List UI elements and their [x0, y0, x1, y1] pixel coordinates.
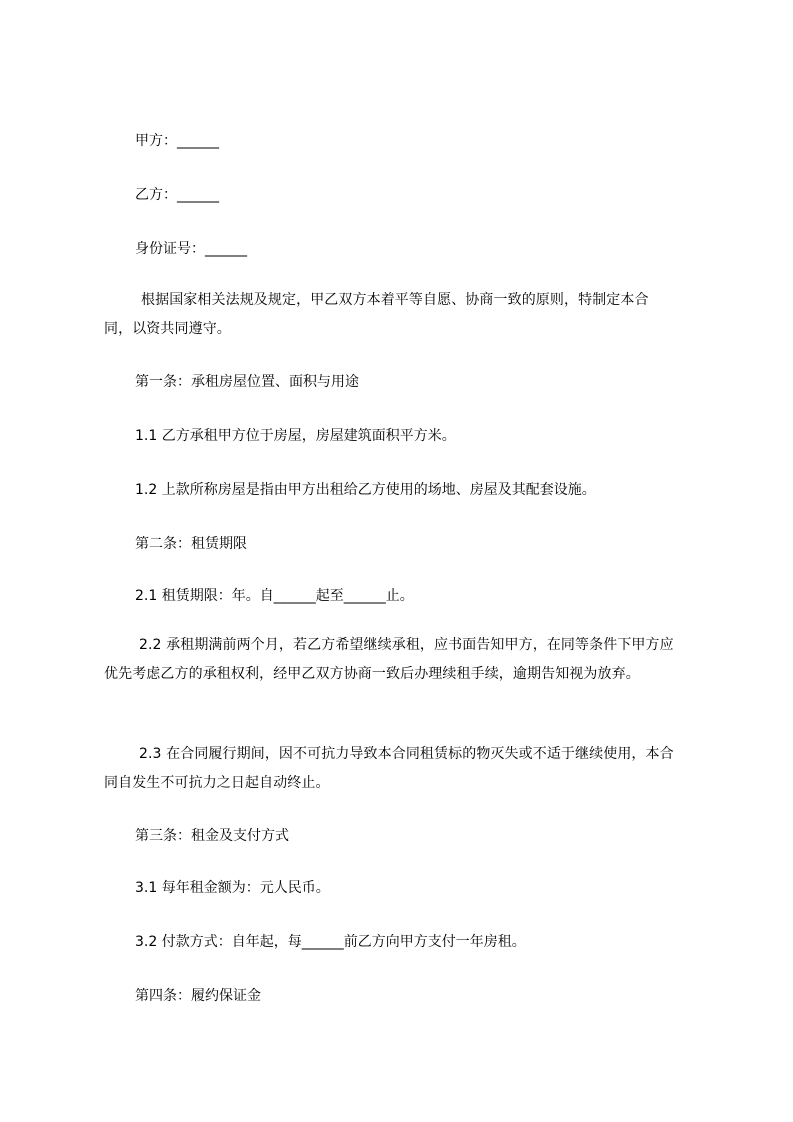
clause-2-1: 2.1 租赁期限：年。自______起至______止。 — [135, 588, 414, 604]
article2-heading: 第二条：租赁期限 — [135, 536, 247, 552]
party-a-line: 甲方：______ — [135, 133, 219, 149]
article4-heading: 第四条：履约保证金 — [135, 988, 261, 1004]
article1-heading: 第一条：承租房屋位置、面积与用途 — [135, 374, 359, 390]
clause-1-1: 1.1 乙方承租甲方位于房屋，房屋建筑面积平方米。 — [135, 428, 456, 444]
intro-paragraph: 根据国家相关法规及规定，甲乙双方本着平等自愿、协商一致的原则，特制定本合同，以资共同遵守。 — [104, 292, 649, 337]
clause-2-2: 2.2 承租期满前两个月，若乙方希望继续承租，应书面告知甲方，在同等条件下甲方应优先考虑乙方的承租权利，经甲乙双方协商一致后办理续租手续，逾期告知视为放弃。 — [104, 637, 674, 682]
article3-heading: 第三条：租金及支付方式 — [135, 828, 289, 844]
clause-3-1: 3.1 每年租金额为：元人民币。 — [135, 880, 330, 896]
id-number-line: 身份证号：______ — [135, 241, 247, 257]
clause-1-2: 1.2 上款所称房屋是指由甲方出租给乙方使用的场地、房屋及其配套设施。 — [135, 482, 596, 498]
party-b-line: 乙方：______ — [135, 187, 219, 203]
clause-2-3: 2.3 在合同履行期间，因不可抗力导致本合同租赁标的物灭失或不适于继续使用，本合同自发生不可抗力之日起自动终止。 — [104, 746, 674, 791]
clause-3-2: 3.2 付款方式：自年起，每______前乙方向甲方支付一年房租。 — [135, 934, 526, 950]
